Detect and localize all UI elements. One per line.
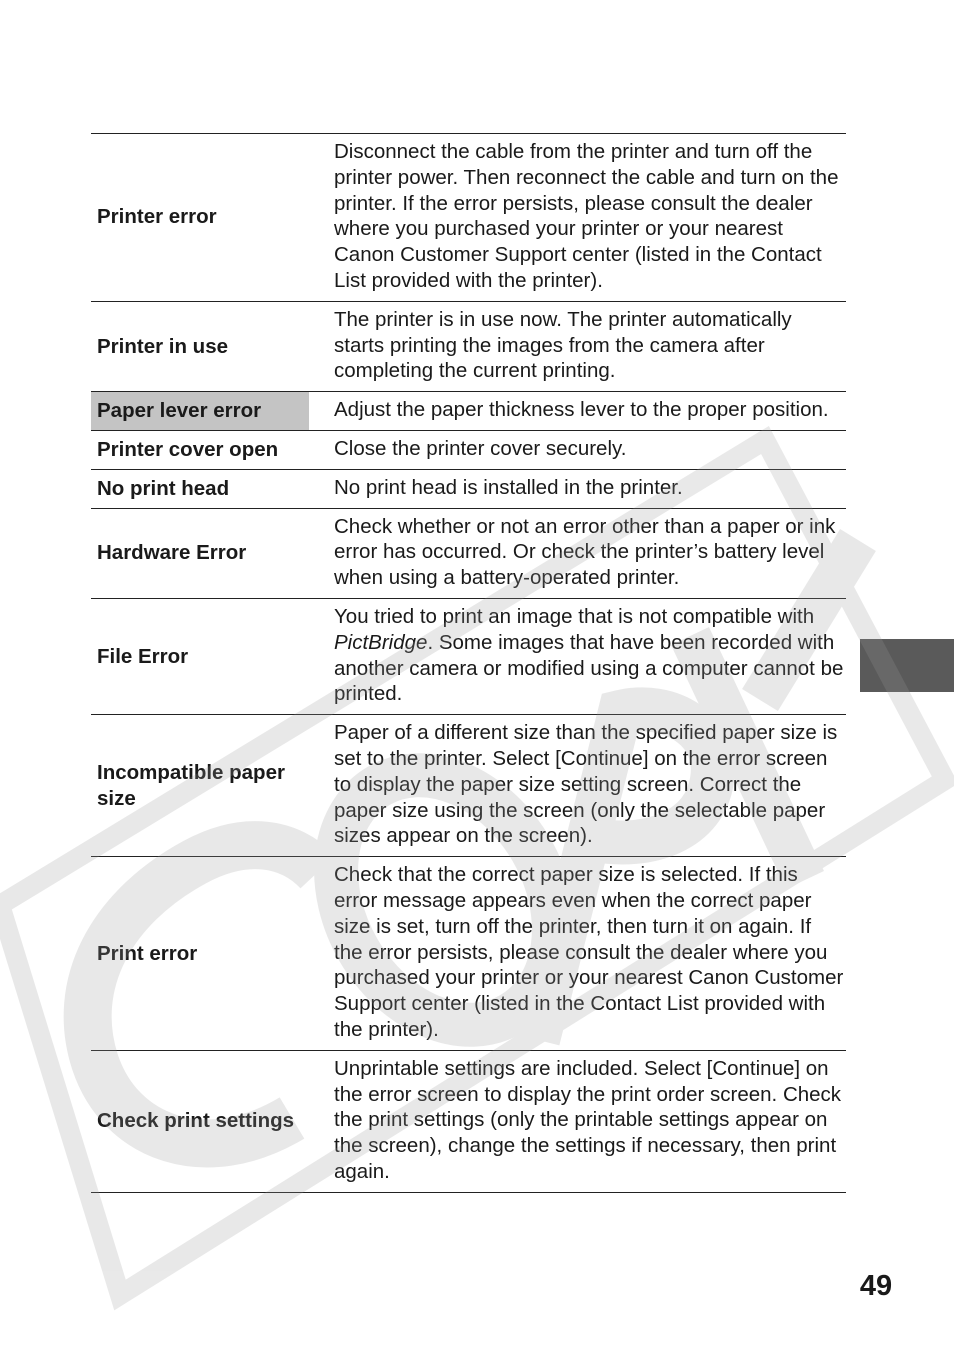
table-row: [91, 469, 846, 508]
error-name: Printer in use: [91, 301, 309, 391]
table-row: [91, 392, 846, 431]
error-name: Printer error: [91, 134, 309, 302]
error-description: No print head is installed in the printer.: [309, 469, 846, 508]
table-row: [91, 430, 846, 469]
error-name: Paper lever error: [91, 392, 309, 431]
table-row: [91, 508, 846, 598]
description-text: . Some images that have been recorded with another camera or modified using a computer cannot be printed.: [334, 630, 844, 706]
error-message-table: [91, 133, 846, 1193]
error-description: Unprintable settings are included. Select [Continue] on the error screen to display the print order screen. Check the print settings (only the printable settings appear on the screen), change the settings if necessary, then print again.: [309, 1050, 846, 1192]
table-row: [91, 1050, 846, 1192]
pictbridge-term: PictBridge: [334, 630, 428, 654]
error-description: The printer is in use now. The printer automatically starts printing the images from the camera after completing the current printing.: [309, 301, 846, 391]
error-name: Print error: [91, 857, 309, 1051]
table-row: [91, 598, 846, 714]
description-text: You tried to print an image that is not compatible with: [334, 604, 815, 628]
error-name: No print head: [91, 469, 309, 508]
table-row: [91, 134, 846, 302]
error-description: Check whether or not an error other than a paper or ink error has occurred. Or check the printer’s battery level when using a battery-operated printer.: [309, 508, 846, 598]
error-description: Paper of a different size than the specified paper size is set to the printer. Select [Continue] on the error screen to display the paper size setting screen. Correct the paper size using the screen (only the selectable paper sizes appear on the screen).: [309, 715, 846, 857]
error-name: Hardware Error: [91, 508, 309, 598]
error-description: Adjust the paper thickness lever to the proper position.: [309, 392, 846, 431]
error-name: Check print settings: [91, 1050, 309, 1192]
error-description: Check that the correct paper size is selected. If this error message appears even when the correct paper size is set, turn off the printer, then turn it on again. If the error persists, please consult the dealer where you purchased your printer or your nearest Canon Customer Support center (listed in the Contact List provided with the printer).: [309, 857, 846, 1051]
error-name: Incompatible paper size: [91, 715, 309, 857]
error-description: Close the printer cover securely.: [309, 430, 846, 469]
error-name: File Error: [91, 598, 309, 714]
error-description: [309, 598, 846, 714]
table-row: [91, 715, 846, 857]
table-row: [91, 857, 846, 1051]
chapter-tab: [860, 639, 954, 692]
page-number: 49: [859, 1270, 893, 1302]
error-name: Printer cover open: [91, 430, 309, 469]
error-description: Disconnect the cable from the printer and turn off the printer power. Then reconnect the cable and turn on the printer. If the error persists, please consult the dealer where you purchased your printer or your nearest Canon Customer Support center (listed in the Contact List provided with the printer).: [309, 134, 846, 302]
table-row: [91, 301, 846, 391]
